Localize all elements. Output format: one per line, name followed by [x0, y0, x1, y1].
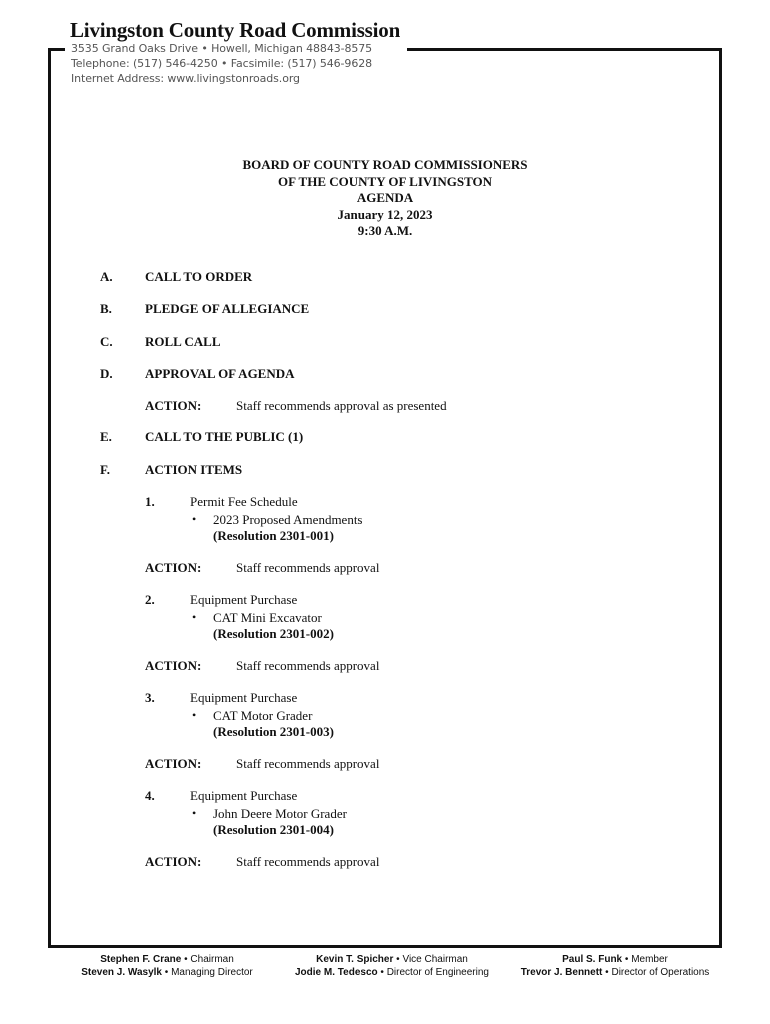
signatory-role: Member [631, 954, 668, 965]
action-item-number: 4. [145, 788, 155, 803]
action-label: ACTION: [145, 756, 202, 771]
signatory-name: Kevin T. Spicher [316, 954, 394, 965]
footer-signatory [274, 954, 510, 965]
meeting-time: 9:30 A.M. [357, 223, 413, 238]
action-item-detail: CAT Motor Grader [213, 708, 313, 723]
action-label: ACTION: [145, 854, 202, 869]
separator-dot: • [380, 967, 384, 978]
footer-signatory [274, 967, 510, 978]
agenda-letter-a: A. [100, 269, 113, 284]
signatory-name: Steven J. Wasylk [81, 967, 162, 978]
signatory-name: Jodie M. Tedesco [295, 967, 378, 978]
bullet-icon: • [192, 708, 197, 722]
action-text: Staff recommends approval [236, 854, 380, 869]
signatory-name: Stephen F. Crane [100, 954, 182, 965]
action-item-detail: 2023 Proposed Amendments [213, 512, 363, 527]
address-line: 3535 Grand Oaks Drive • Howell, Michigan 48843-8575 [71, 42, 373, 55]
agenda-letter-f: F. [100, 462, 110, 477]
agenda-title: AGENDA [356, 190, 414, 205]
separator-dot: • [605, 967, 609, 978]
action-item-title: Permit Fee Schedule [190, 494, 298, 509]
meeting-date: January 12, 2023 [337, 207, 433, 222]
resolution-number: (Resolution 2301-004) [213, 822, 334, 837]
agenda-letter-e: E. [100, 429, 112, 444]
action-item-title: Equipment Purchase [190, 788, 298, 803]
agenda-item-approval-of-agenda: APPROVAL OF AGENDA [145, 366, 295, 381]
frame-top-right-border [407, 48, 722, 51]
signatory-role: Director of Operations [611, 967, 710, 978]
board-title: BOARD OF COUNTY ROAD COMMISSIONERS [242, 157, 528, 172]
signatory-role: Director of Engineering [386, 967, 489, 978]
action-item-number: 3. [145, 690, 155, 705]
agenda-item-action-items: ACTION ITEMS [145, 462, 243, 477]
action-item-title: Equipment Purchase [190, 592, 298, 607]
footer-signatory [510, 967, 720, 978]
phone-fax-line: Telephone: (517) 546-4250 • Facsimile: (517) 546-9628 [71, 57, 373, 70]
action-item-detail: CAT Mini Excavator [213, 610, 322, 625]
footer-signatory [60, 967, 274, 978]
agenda-item-roll-call: ROLL CALL [145, 334, 221, 349]
bullet-icon: • [192, 610, 197, 624]
separator-dot: • [624, 954, 629, 965]
action-item-title: Equipment Purchase [190, 690, 298, 705]
signatory-role: Vice Chairman [402, 954, 468, 965]
county-title: OF THE COUNTY OF LIVINGSTON [277, 174, 493, 189]
agenda-item-call-to-public: CALL TO THE PUBLIC (1) [145, 429, 304, 444]
footer-signatory [510, 954, 720, 965]
action-item-detail: John Deere Motor Grader [213, 806, 347, 821]
bullet-icon: • [192, 806, 197, 820]
signatory-name: Paul S. Funk [562, 954, 623, 965]
separator-dot: • [396, 954, 400, 965]
action-label: ACTION: [145, 398, 202, 413]
website-line: Internet Address: www.livingstonroads.org [71, 72, 300, 85]
resolution-number: (Resolution 2301-001) [213, 528, 334, 543]
separator-dot: • [164, 967, 169, 978]
agenda-letter-d: D. [100, 366, 113, 381]
resolution-number: (Resolution 2301-003) [213, 724, 334, 739]
action-label: ACTION: [145, 658, 202, 673]
agenda-letter-b: B. [100, 301, 112, 316]
agenda-item-call-to-order: CALL TO ORDER [145, 269, 253, 284]
separator-dot: • [184, 954, 188, 965]
frame-bottom-border [48, 945, 722, 948]
action-item-number: 2. [145, 592, 155, 607]
agenda-letter-c: C. [100, 334, 113, 349]
organization-name: Livingston County Road Commission [70, 18, 401, 42]
signatory-role: Chairman [190, 954, 234, 965]
signatory-role: Managing Director [171, 967, 253, 978]
bullet-icon: • [192, 512, 197, 526]
action-text: Staff recommends approval [236, 658, 380, 673]
action-text: Staff recommends approval [236, 560, 380, 575]
signatory-name: Trevor J. Bennett [520, 967, 603, 978]
action-text: Staff recommends approval as presented [236, 398, 447, 413]
footer-signatory [60, 954, 274, 965]
action-item-number: 1. [145, 494, 155, 509]
action-text: Staff recommends approval [236, 756, 380, 771]
action-label: ACTION: [145, 560, 202, 575]
agenda-item-pledge: PLEDGE OF ALLEGIANCE [145, 301, 310, 316]
resolution-number: (Resolution 2301-002) [213, 626, 334, 641]
